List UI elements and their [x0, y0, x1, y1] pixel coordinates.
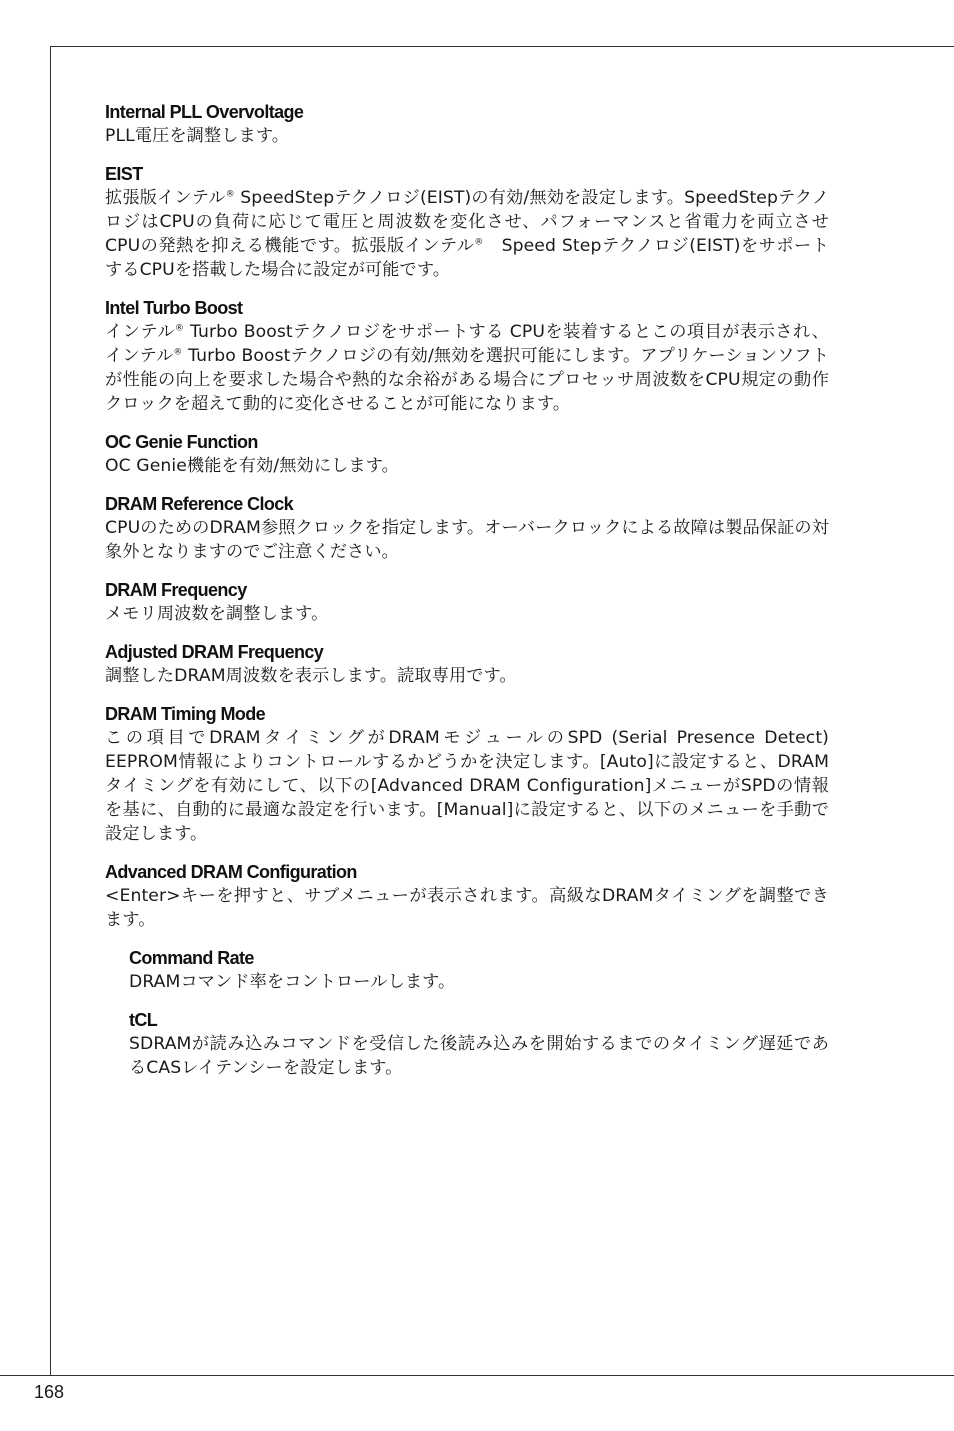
- entry-body: [105, 320, 829, 416]
- entry-command-rate: [129, 946, 829, 994]
- entry-heading: Command Rate: [129, 948, 254, 968]
- page-number: 168: [34, 1382, 65, 1402]
- entry-advanced-dram-configuration: [105, 860, 829, 932]
- entry-dram-timing-mode: [105, 702, 829, 846]
- body-text: SpeedStepテクノロジ(EIST)の有効/無効を設定します。SpeedStepテクノロジはCPUの負荷に応じて電圧と周波数を変化させ、パフォーマンスと省電力を両立させCPUの発熱を抑える機能です。拡張版インテル: [105, 188, 829, 256]
- manual-content: [105, 100, 829, 1094]
- entry-body: DRAMコマンド率をコントロールします。: [129, 972, 456, 992]
- page-frame-top: [50, 46, 954, 47]
- registered-mark: ®: [173, 347, 183, 358]
- entry-body: CPUのためのDRAM参照クロックを指定します。オーバークロックによる故障は製品保証の対象外となりますのでご注意ください。: [105, 518, 829, 562]
- entry-body: <Enter>キーを押すと、サブメニューが表示されます。高級なDRAMタイミングを調整できます。: [105, 886, 829, 930]
- body-text: 拡張版インテル: [105, 188, 226, 208]
- entry-dram-frequency: [105, 578, 829, 626]
- entry-adjusted-dram-frequency: [105, 640, 829, 688]
- entry-intel-turbo-boost: [105, 296, 829, 416]
- entry-body: 調整したDRAM周波数を表示します。読取専用です。: [105, 666, 517, 686]
- page-frame-left: [50, 46, 51, 1375]
- entry-body: OC Genie機能を有効/無効にします。: [105, 456, 399, 476]
- entry-body: メモリ周波数を調整します。: [105, 604, 329, 624]
- body-text: Speed Stepテクノロジ(EIST)をサポートするCPUを搭載した場合に設定が可能です。: [105, 236, 829, 280]
- registered-mark: ®: [174, 323, 184, 334]
- entry-body: SDRAMが読み込みコマンドを受信した後読み込みを開始するまでのタイミング遅延であるCASレイテンシーを設定します。: [129, 1034, 829, 1078]
- entry-heading: DRAM Reference Clock: [105, 494, 294, 514]
- body-text: インテル: [105, 322, 175, 342]
- entry-body: この項目でDRAMタイミングがDRAMモジュールのSPD (Serial Presence Detect) EEPROM情報によりコントロールするかどうかを決定します。[Auto]に設定すると、DRAMタイミングを有効にして、以下の[Advanced DRAM Configuration]メニューがSPDの情報を基に、自動的に最適な設定を行います。[Manual]に設定すると、以下のメニューを手動で設定します。: [105, 728, 829, 844]
- entry-heading: Internal PLL Overvoltage: [105, 102, 304, 122]
- body-text: Turbo Boostテクノロジの有効/無効を選択可能にします。アプリケーションソフトが性能の向上を要求した場合や熱的な余裕がある場合にプロセッサ周波数をCPU規定の動作クロックを超えて動的に変化させることが可能になります。: [105, 346, 830, 414]
- entry-heading: Advanced DRAM Configuration: [105, 862, 357, 882]
- entry-heading: EIST: [105, 164, 143, 184]
- entry-dram-reference-clock: [105, 492, 829, 564]
- entry-heading: OC Genie Function: [105, 432, 258, 452]
- entry-body: [105, 186, 829, 282]
- entry-oc-genie-function: [105, 430, 829, 478]
- entry-tcl: [129, 1008, 829, 1080]
- entry-heading: tCL: [129, 1010, 158, 1030]
- registered-mark: ®: [225, 189, 235, 200]
- entry-internal-pll-overvoltage: [105, 100, 829, 148]
- entry-eist: [105, 162, 829, 282]
- registered-mark: ®: [474, 237, 484, 248]
- entry-body: PLL電圧を調整します。: [105, 126, 290, 146]
- entry-heading: DRAM Timing Mode: [105, 704, 266, 724]
- body-text: Turbo Boostテクノロジをサポートする CPUを装着するとこの項目が表示され、インテル: [105, 322, 829, 366]
- entry-heading: Adjusted DRAM Frequency: [105, 642, 324, 662]
- entry-heading: Intel Turbo Boost: [105, 298, 243, 318]
- entry-heading: DRAM Frequency: [105, 580, 247, 600]
- page-frame-bottom: [0, 1375, 954, 1376]
